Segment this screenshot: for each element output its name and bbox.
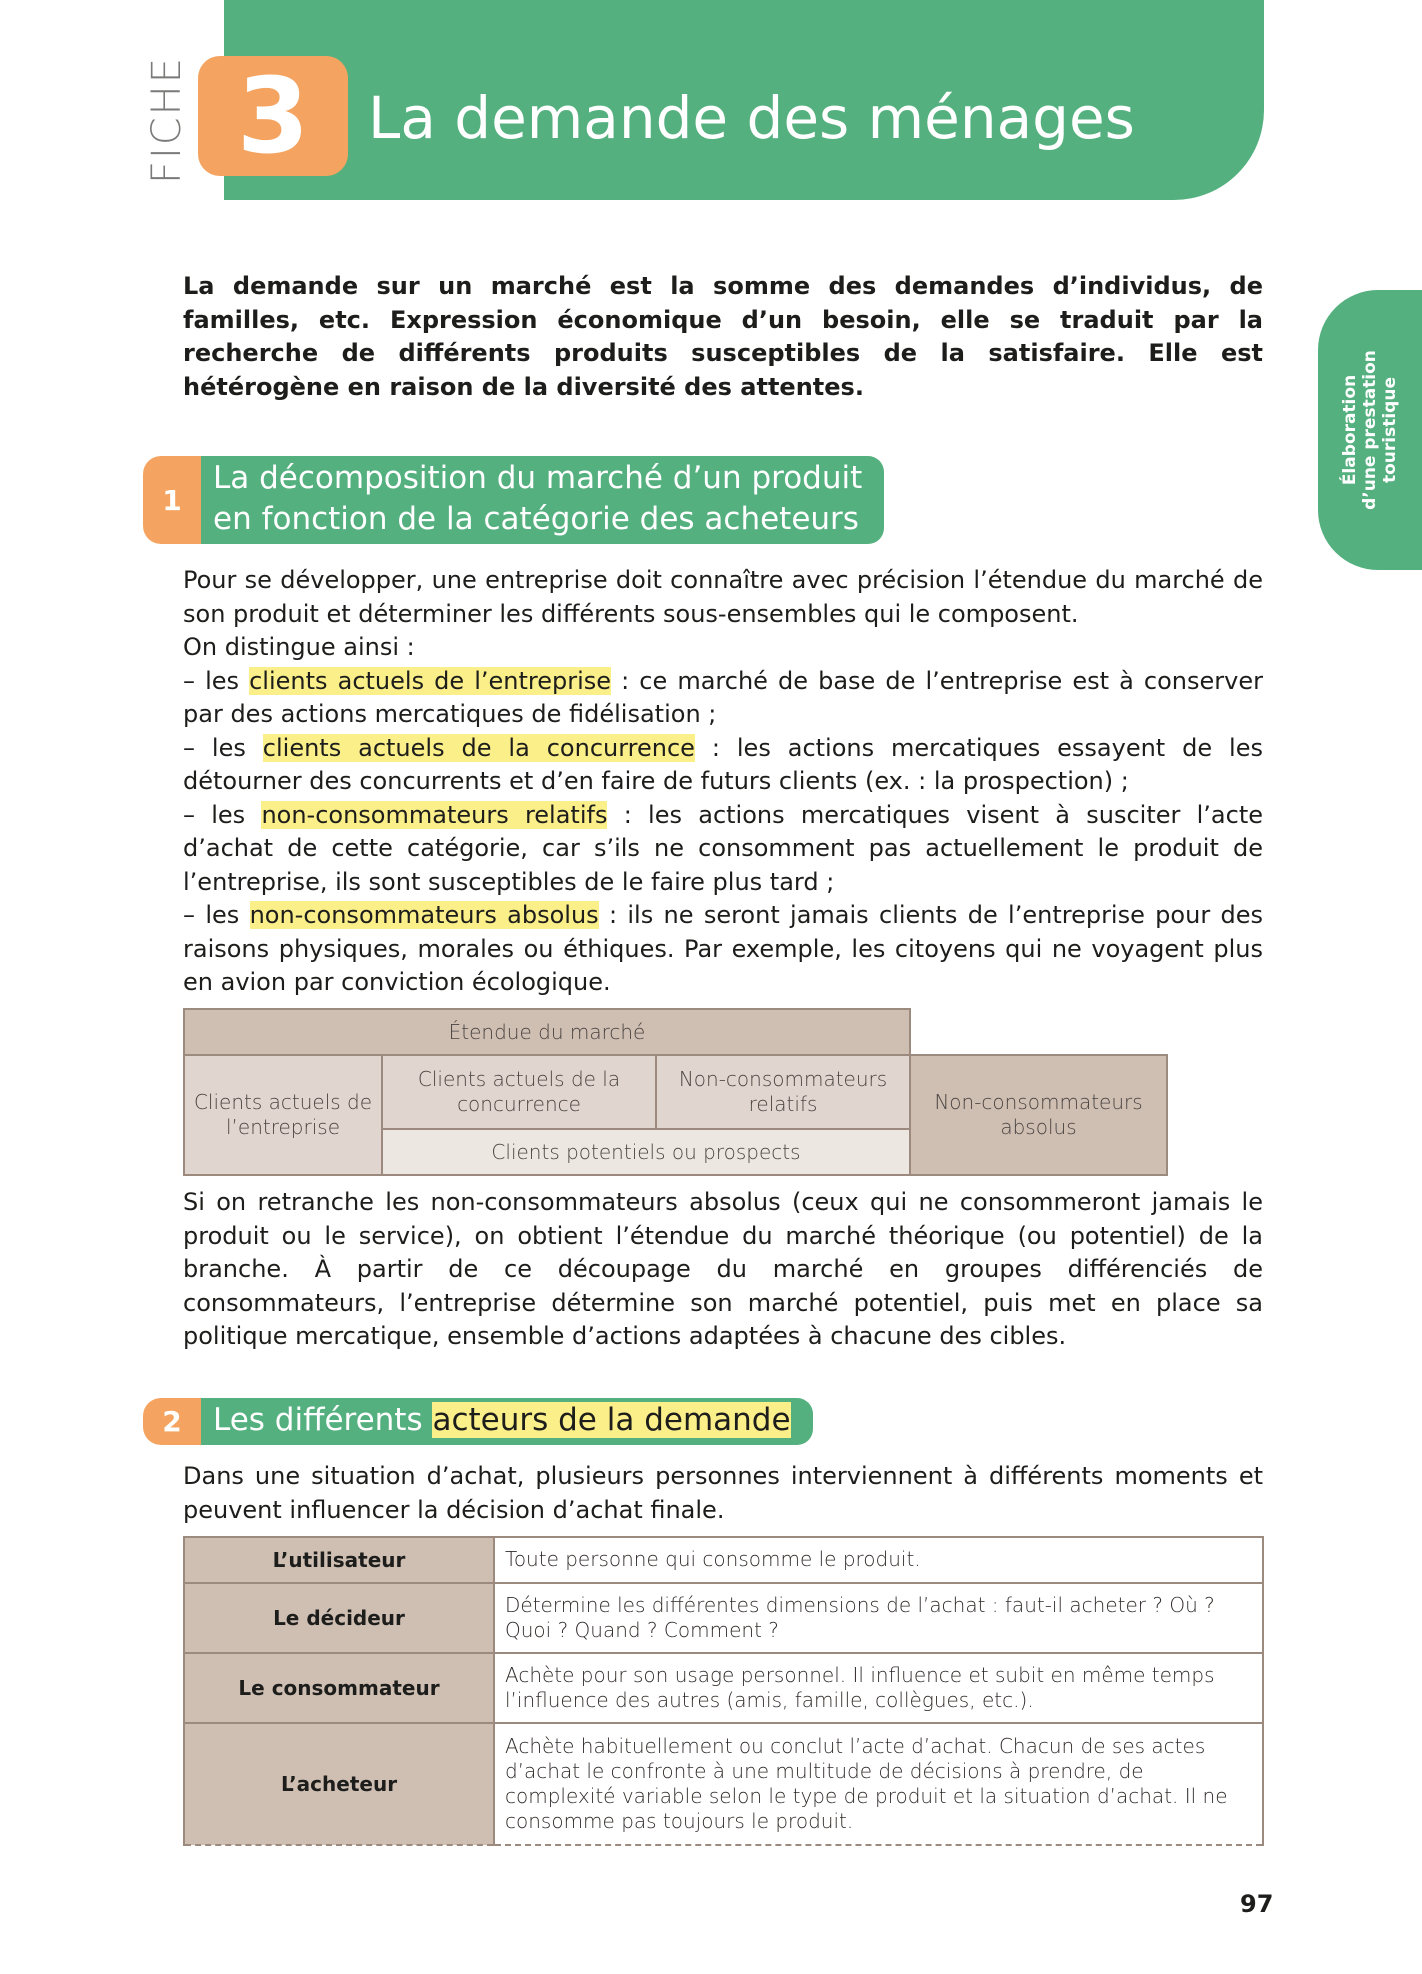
table-role: Le consommateur: [184, 1653, 494, 1723]
table-row: [184, 1723, 1263, 1845]
section-1-conclusion: Si on retranche les non-consommateurs absolus (ceux qui ne consommeront jamais le produit ou le service), on obtient l’étendue du marché théorique (ou potentiel) de la branche. À partir de ce découpage du marché en groupes différenciés de consommateurs, l’entreprise détermine son marché potentiel, puis met en place sa politique mercatique, ensemble d’actions adaptées à chacune des cibles.: [183, 1188, 1263, 1350]
diagram-market-extent: Étendue du marché: [183, 1008, 911, 1056]
market-diagram: [183, 1008, 1168, 1176]
table-role: Le décideur: [184, 1583, 494, 1653]
section-number: 1: [143, 456, 201, 544]
list-item: – les non-consommateurs relatifs : les actions mercatiques visent à susciter l’acte d’achat de cette catégorie, car s’ils ne consomment pas actuellement le produit de l’entreprise, ils sont susceptibles de le faire plus tard ;: [183, 800, 1263, 896]
section-1-heading: [143, 456, 884, 544]
section-2-heading: [143, 1398, 813, 1445]
table-row: [184, 1537, 1263, 1583]
table-description: Achète habituellement ou conclut l’acte d’achat. Chacun de ses actes d’achat le confronte à une multitude de décisions à prendre, de complexité variable selon le type de produit et la situation d’achat. Il ne consomme pas toujours le produit.: [494, 1723, 1263, 1845]
paragraph: Pour se développer, une entreprise doit connaître avec précision l’étendue du marché de son produit et déterminer les différents sous-ensembles qui le composent.: [183, 566, 1263, 628]
section-title: Les différents acteurs de la demande: [201, 1398, 813, 1445]
list-item: – les clients actuels de la concurrence : les actions mercatiques essayent de les détourner des concurrents et d’en faire de futurs clients (ex. : la prospection) ;: [183, 733, 1263, 795]
highlighted-term: acteurs de la demande: [432, 1402, 791, 1438]
highlighted-term: non-consommateurs relatifs: [261, 800, 608, 829]
table-row: [184, 1583, 1263, 1653]
highlighted-term: non-consommateurs absolus: [249, 901, 599, 929]
table-description: Détermine les différentes dimensions de l’achat : faut-il acheter ? Où ? Quoi ? Quand ? Comment ?: [494, 1583, 1263, 1653]
section-2-intro: Dans une situation d’achat, plusieurs personnes interviennent à différents moments et peuvent influencer la décision d’achat finale.: [183, 1462, 1263, 1524]
diagram-current-clients: Clients actuels de l’entreprise: [183, 1054, 383, 1176]
diagram-prospects: Clients potentiels ou prospects: [381, 1128, 911, 1176]
table-description: Achète pour son usage personnel. Il influence et subit en même temps l’influence des autres (amis, famille, collègues, etc.).: [494, 1653, 1263, 1723]
side-tab-label: Élaboration d’une prestation touristique: [1340, 350, 1401, 510]
paragraph: On distingue ainsi :: [183, 633, 415, 661]
diagram-competitor-clients: Clients actuels de la concurrence: [381, 1054, 657, 1130]
highlighted-term: clients actuels de l’entreprise: [249, 666, 612, 695]
table-description: Toute personne qui consomme le produit.: [494, 1537, 1263, 1583]
fiche-number: 3: [236, 55, 310, 177]
page-number: 97: [1240, 1890, 1274, 1918]
section-1-body: [183, 564, 1263, 1000]
actors-table: [183, 1536, 1264, 1846]
table-row: [184, 1653, 1263, 1723]
list-item: – les clients actuels de l’entreprise : ce marché de base de l’entreprise est à conserver par des actions mercatiques de fidélisation ;: [183, 666, 1263, 728]
highlighted-term: clients actuels de la concurrence: [262, 733, 695, 762]
page-title: La demande des ménages: [368, 84, 1135, 152]
diagram-relative-non-consumers: Non-consommateurs relatifs: [655, 1054, 911, 1130]
list-item: – les non-consommateurs absolus : ils ne seront jamais clients de l’entreprise pour des raisons physiques, morales ou éthiques. Par exemple, les citoyens qui ne voyagent plus en avion par conviction écologique.: [183, 901, 1263, 996]
intro-paragraph: La demande sur un marché est la somme des demandes d’individus, de familles, etc. Expression économique d’un besoin, elle se traduit par la recherche de différents produits susceptibles de la satisfaire. Elle est hétérogène en raison de la diversité des attentes.: [183, 272, 1263, 401]
fiche-number-badge: [198, 56, 348, 176]
section-number: 2: [143, 1398, 201, 1445]
fiche-label: FICHE: [144, 55, 190, 185]
section-title: La décomposition du marché d’un produit en fonction de la catégorie des acheteurs: [201, 456, 884, 544]
diagram-absolute-non-consumers: Non-consommateurs absolus: [909, 1054, 1168, 1176]
table-role: L’utilisateur: [184, 1537, 494, 1583]
table-role: L’acheteur: [184, 1723, 494, 1845]
